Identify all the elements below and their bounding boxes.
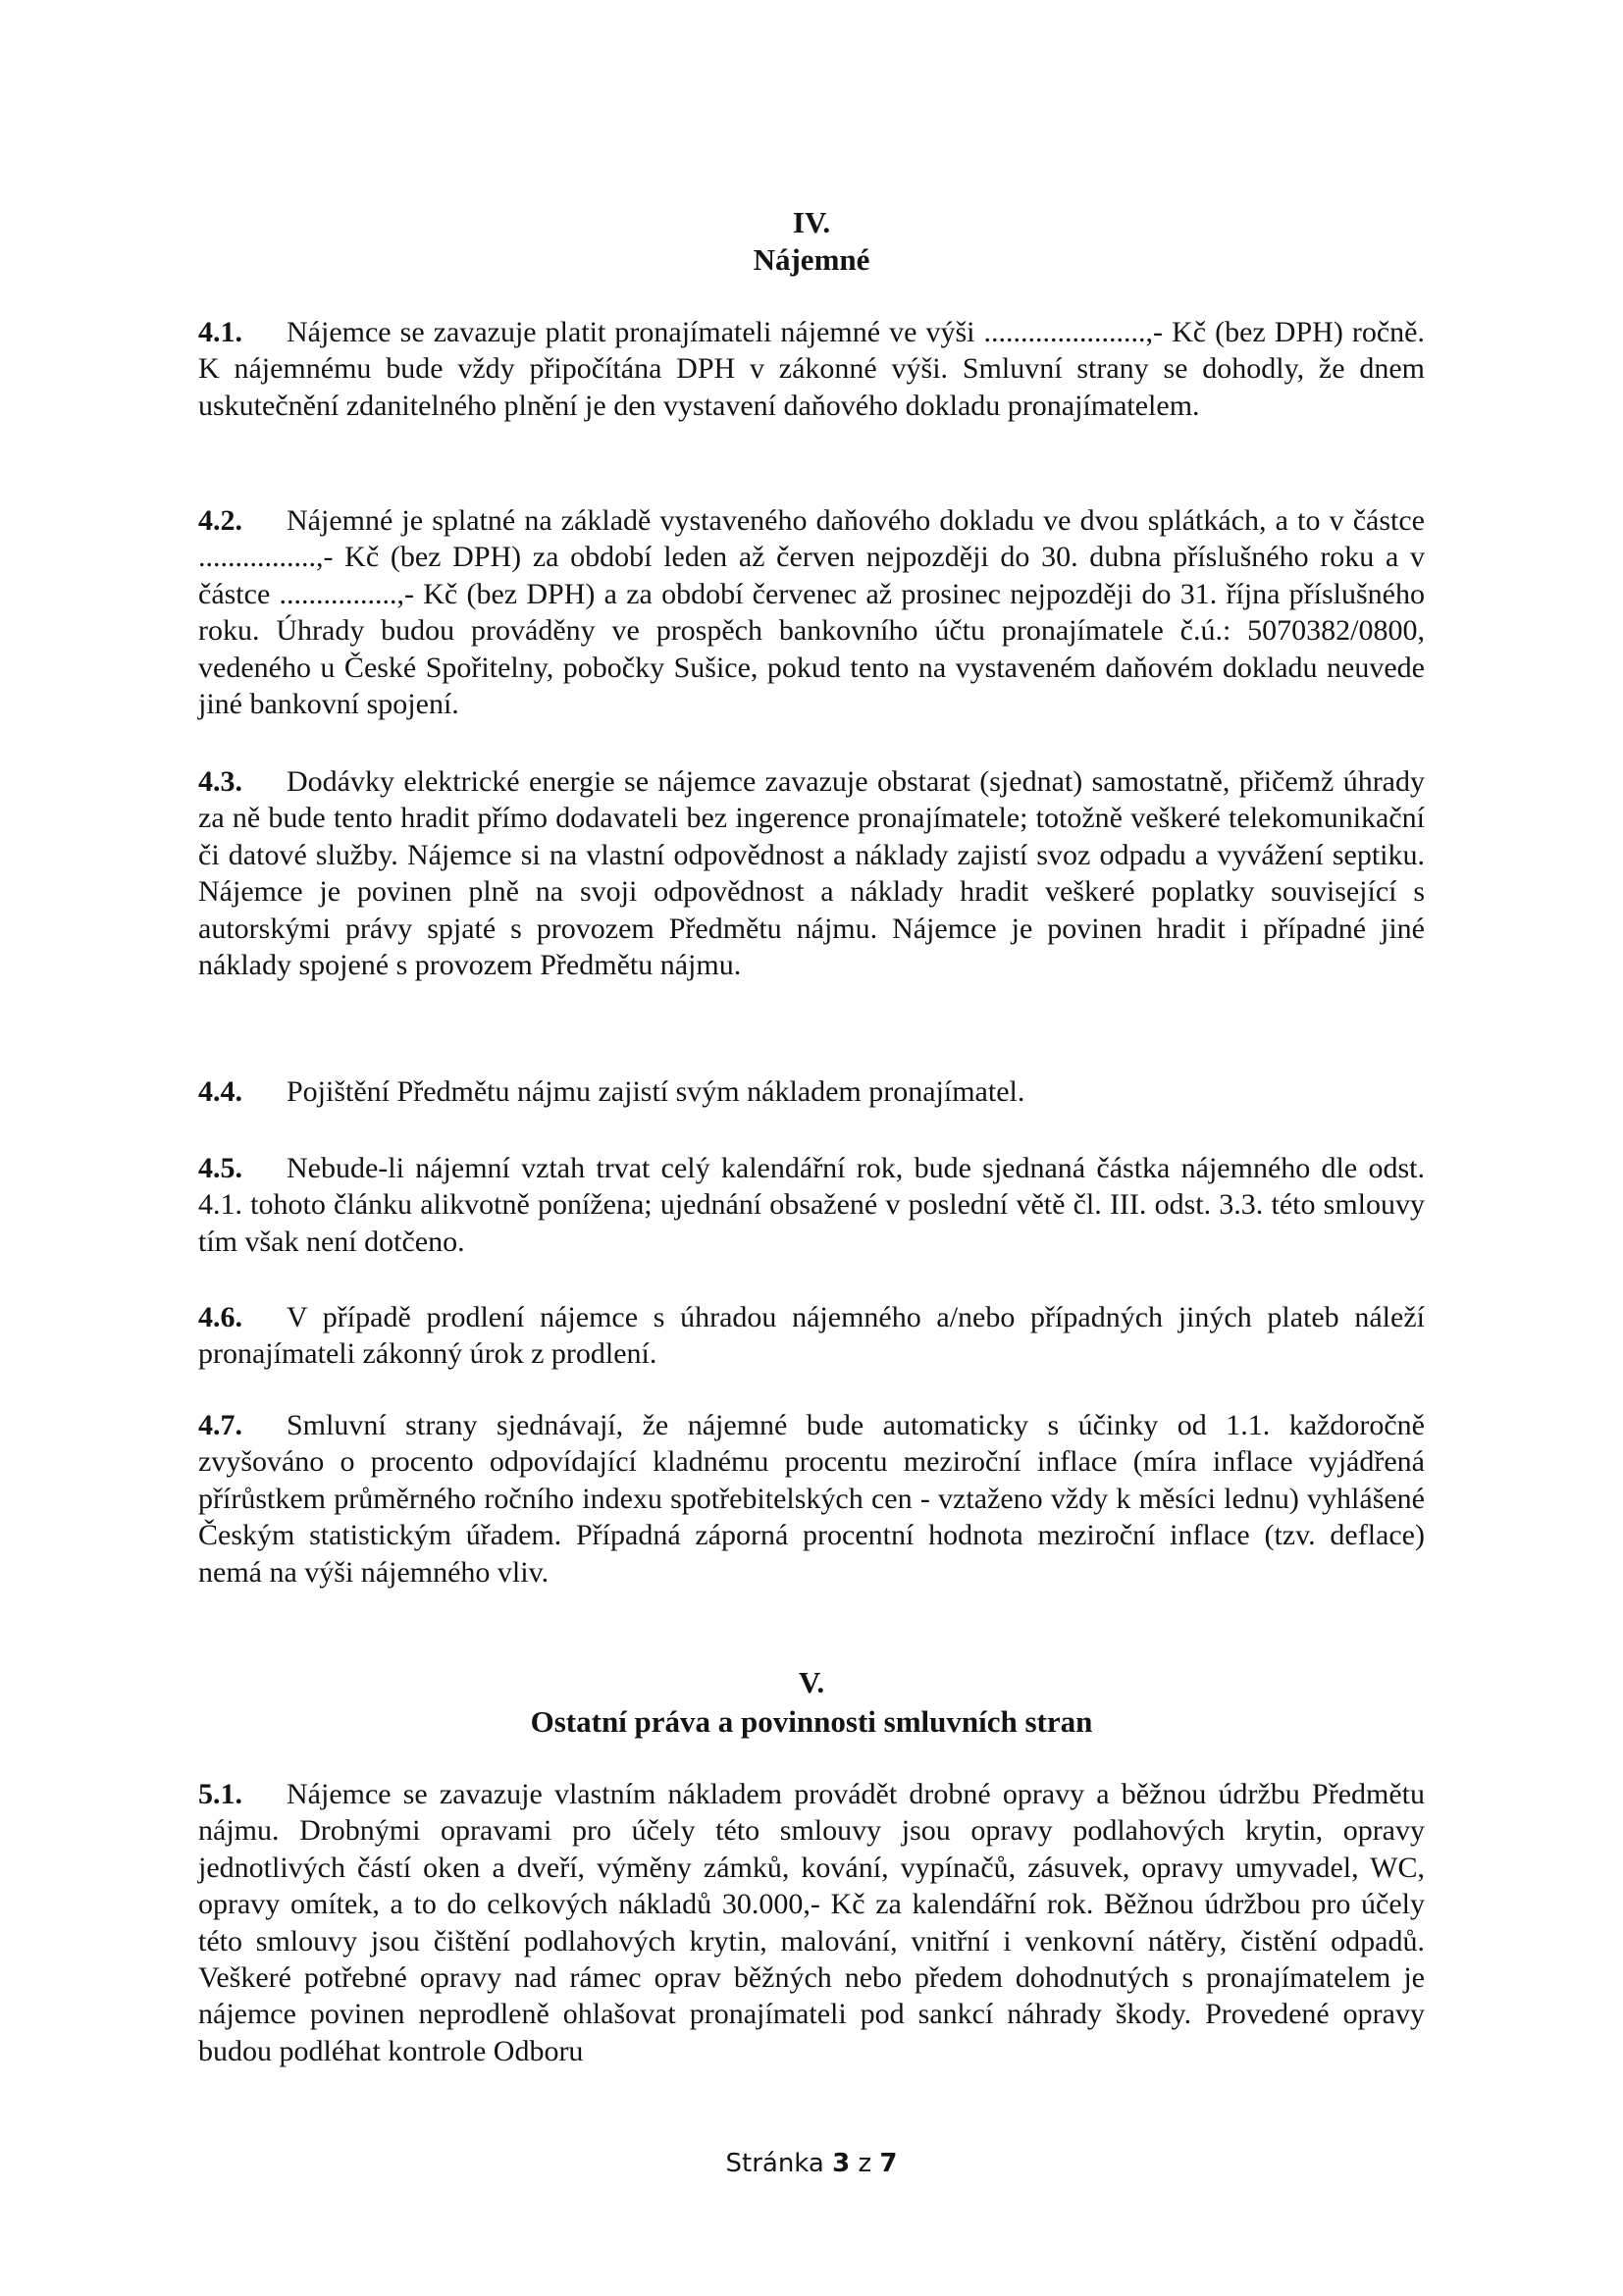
paragraph-4-5	[198, 1150, 1425, 1260]
paragraph-4-6	[198, 1299, 1425, 1373]
paragraph-number: 4.7.	[198, 1409, 242, 1441]
paragraph-number: 4.6.	[198, 1301, 242, 1333]
footer-page-number: 3	[832, 2149, 851, 2178]
paragraph-text: Nebude-li nájemní vztah trvat celý kalendářní rok, bude sjednaná částka nájemného dle odst. 4.1. tohoto článku alikvotně ponížena; ujednání obsažené v poslední větě čl. III. odst. 3.3. této smlouvy tím však není dotčeno.	[198, 1152, 1425, 1258]
section-5-title: Ostatní práva a povinnosti smluvních stran	[530, 1704, 1093, 1739]
paragraph-5-1	[198, 1776, 1425, 2069]
paragraph-number: 4.1.	[198, 316, 242, 348]
section-4-number: IV.	[792, 205, 831, 239]
paragraph-text: Nájemce se zavazuje vlastním nákladem provádět drobné opravy a běžnou údržbu Předmětu nájmu. Drobnými opravami pro účely této smlouvy jsou opravy podlahových krytin, opravy jednotlivých částí oken a dveří, výměny zámků, kování, vypínačů, zásuvek, opravy umyvadel, WC, opravy omítek, a to do celkových nákladů 30.000,- Kč za kalendářní rok. Běžnou údržbou pro účely této smlouvy jsou čištění podlahových krytin, malování, vnitřní i venkovní nátěry, čistění odpadů. Veškeré potřebné opravy nad rámec oprav běžných nebo předem dohodnutých s pronajímatelem je nájemce povinen neprodleně ohlašovat pronajímateli pod sankcí náhrady škody. Provedené opravy budou podléhat kontrole Odboru	[198, 1778, 1425, 2067]
paragraph-number: 5.1.	[198, 1778, 242, 1810]
paragraph-text: V případě prodlení nájemce s úhradou nájemného a/nebo případných jiných plateb náleží pronajímateli zákonný úrok z prodlení.	[198, 1301, 1425, 1371]
footer-label: Stránka	[725, 2149, 824, 2178]
section-4-title: Nájemné	[753, 242, 870, 277]
footer-separator: z	[858, 2149, 872, 2178]
page-footer	[0, 2149, 1623, 2178]
paragraph-4-3	[198, 763, 1425, 983]
paragraph-text: Smluvní strany sjednávají, že nájemné bude automaticky s účinky od 1.1. každoročně zvyšováno o procento odpovídající kladnému procentu meziroční inflace (míra inflace vyjádřená přírůstkem průměrného ročního indexu spotřebitelských cen - vztaženo vždy k měsíci lednu) vyhlášené Českým statistickým úřadem. Případná záporná procentní hodnota meziroční inflace (tzv. deflace) nemá na výši nájemného vliv.	[198, 1409, 1425, 1589]
paragraph-4-1	[198, 314, 1425, 424]
paragraph-number: 4.5.	[198, 1152, 242, 1184]
section-5-number: V.	[798, 1665, 825, 1699]
paragraph-4-2	[198, 502, 1425, 722]
paragraph-text: Dodávky elektrické energie se nájemce zavazuje obstarat (sjednat) samostatně, přičemž úhrady za ně bude tento hradit přímo dodavateli bez ingerence pronajímatele; totožně veškeré telekomunikační či datové služby. Nájemce si na vlastní odpovědnost a náklady zajistí svoz odpadu a vyvážení septiku. Nájemce je povinen plně na svoji odpovědnost a náklady hradit veškeré poplatky související s autorskými právy spjaté s provozem Předmětu nájmu. Nájemce je povinen hradit i případné jiné náklady spojené s provozem Předmětu nájmu.	[198, 765, 1425, 982]
paragraph-number: 4.2.	[198, 504, 242, 537]
paragraph-text: Nájemné je splatné na základě vystaveného daňového dokladu ve dvou splátkách, a to v částce ................,- Kč (bez DPH) za období leden až červen nejpozději do 30. dubna příslušného roku a v částce ................,- Kč (bez DPH) a za období červenec až prosinec nejpozději do 31. října příslušného roku. Úhrady budou prováděny ve prospěch bankovního účtu pronajímatele č.ú.: 5070382/0800, vedeného u České Spořitelny, pobočky Sušice, pokud tento na vystaveném daňovém dokladu neuvede jiné bankovní spojení.	[198, 504, 1425, 721]
paragraph-number: 4.4.	[198, 1075, 242, 1108]
paragraph-4-7	[198, 1407, 1425, 1591]
paragraph-number: 4.3.	[198, 765, 242, 798]
footer-page-total: 7	[879, 2149, 898, 2178]
paragraph-text: Nájemce se zavazuje platit pronajímateli nájemné ve výši ......................,- Kč (bez DPH) ročně. K nájemnému bude vždy připočítána DPH v zákonné výši. Smluvní strany se dohodly, že dnem uskutečnění zdanitelného plnění je den vystavení daňového dokladu pronajímatelem.	[198, 316, 1425, 422]
paragraph-text: Pojištění Předmětu nájmu zajistí svým nákladem pronajímatel.	[287, 1075, 1025, 1108]
paragraph-4-4	[198, 1073, 1425, 1110]
